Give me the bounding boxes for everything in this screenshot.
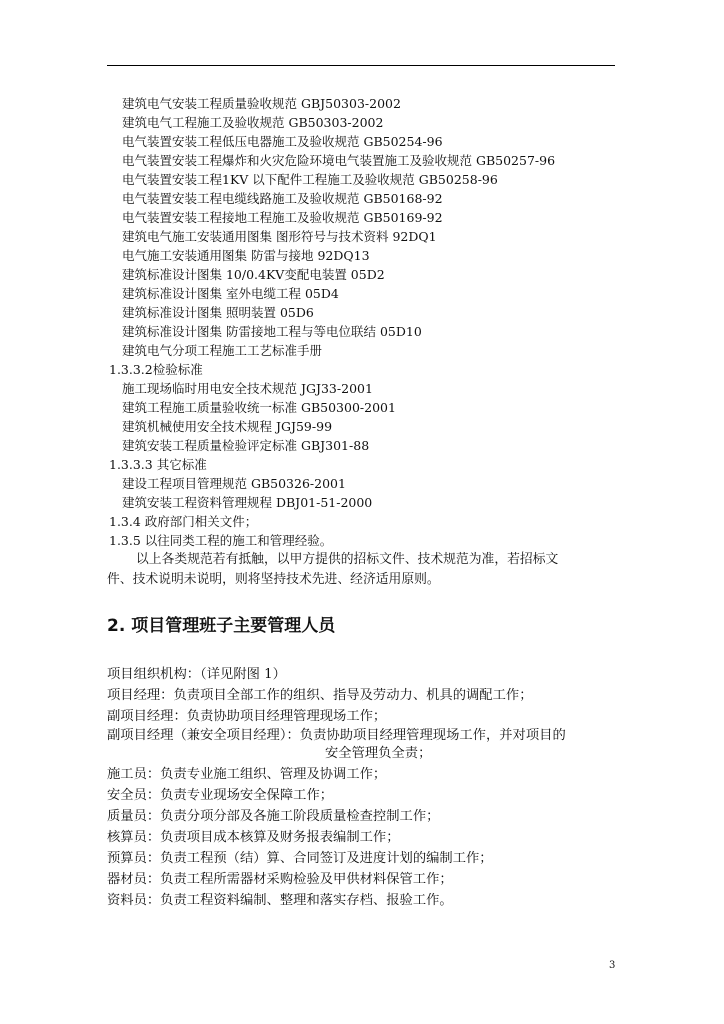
role-deputy-manager: 副项目经理：负责协助项目经理管理现场工作； [107, 709, 387, 724]
standard-item: 电气装置安装工程爆炸和火灾危险环境电气装置施工及验收规范 GB50257-96 [122, 153, 556, 168]
section-135: 1.3.5 以往同类工程的施工和管理经验。 [109, 533, 333, 548]
standard-item: 建筑工程施工质量验收统一标准 GB50300-2001 [122, 400, 396, 415]
standard-item: 建筑标准设计图集 防雷接地工程与等电位联结 05D10 [122, 324, 422, 339]
section-heading-2: 2. 项目管理班子主要管理人员 [107, 616, 336, 636]
standard-item: 建筑安装工程资料管理规程 DBJ01-51-2000 [122, 495, 373, 510]
standard-item: 建筑安装工程质量检验评定标准 GBJ301-88 [122, 438, 370, 453]
note-paragraph-line-2: 件、技术说明未说明，则将坚持技术先进、经济适用原则。 [107, 572, 440, 587]
header-rule [107, 65, 615, 66]
role-document-officer: 资料员：负责工程资料编制、整理和落实存档、报验工作。 [107, 893, 453, 908]
standard-item: 电气施工安装通用图集 防雷与接地 92DQ13 [122, 248, 370, 263]
standard-item: 电气装置安装工程1KV 以下配件工程施工及验收规范 GB50258-96 [122, 172, 498, 187]
standard-item: 建筑标准设计图集 室外电缆工程 05D4 [122, 286, 339, 301]
role-quality-officer: 质量员：负责分项分部及各施工阶段质量检查控制工作； [107, 809, 440, 824]
section-heading-1333: 1.3.3.3 其它标准 [109, 457, 207, 472]
standard-item: 电气装置安装工程电缆线路施工及验收规范 GB50168-92 [122, 191, 443, 206]
standard-item: 建筑标准设计图集 照明装置 05D6 [122, 305, 314, 320]
role-construction-officer: 施工员：负责专业施工组织、管理及协调工作； [107, 767, 387, 782]
role-deputy-safety-manager: 副项目经理（兼安全项目经理）：负责协助项目经理管理现场工作，并对项目的 [107, 728, 566, 743]
standard-item: 建筑标准设计图集 10/0.4KV变配电装置 05D2 [122, 267, 385, 282]
standard-item: 施工现场临时用电安全技术规范 JGJ33-2001 [122, 381, 373, 396]
page-number: 3 [609, 960, 616, 971]
standard-item: 建筑电气安装工程质量验收规范 GBJ50303-2002 [122, 96, 401, 111]
standard-item: 建筑机械使用安全技术规程 JGJ59-99 [122, 419, 333, 434]
role-deputy-safety-manager-cont: 安全管理负全责； [325, 746, 432, 761]
section-heading-1332: 1.3.3.2检验标准 [109, 362, 203, 377]
role-cost-accountant: 核算员：负责项目成本核算及财务报表编制工作； [107, 830, 400, 845]
role-safety-officer: 安全员：负责专业现场安全保障工作； [107, 788, 334, 803]
standard-item: 电气装置安装工程低压电器施工及验收规范 GB50254-96 [122, 134, 443, 149]
note-paragraph-line-1: 以上各类规范若有抵触，以甲方提供的招标文件、技术规范为准，若招标文 [136, 552, 559, 567]
role-project-manager: 项目经理：负责项目全部工作的组织、指导及劳动力、机具的调配工作； [107, 688, 533, 703]
standard-item: 建筑电气施工安装通用图集 图形符号与技术资料 92DQ1 [122, 229, 437, 244]
standard-item: 建设工程项目管理规范 GB50326-2001 [122, 476, 346, 491]
role-budget-officer: 预算员：负责工程预（结）算、合同签订及进度计划的编制工作； [107, 851, 493, 866]
standard-item: 建筑电气工程施工及验收规范 GB50303-2002 [122, 115, 384, 130]
standard-item: 建筑电气分项工程施工工艺标准手册 [122, 343, 323, 358]
standard-item: 电气装置安装工程接地工程施工及验收规范 GB50169-92 [122, 210, 443, 225]
section-134: 1.3.4 政府部门相关文件； [109, 514, 258, 529]
org-structure-line: 项目组织机构：（详见附图 1） [107, 667, 286, 682]
role-equipment-officer: 器材员：负责工程所需器材采购检验及甲供材料保管工作； [107, 872, 453, 887]
